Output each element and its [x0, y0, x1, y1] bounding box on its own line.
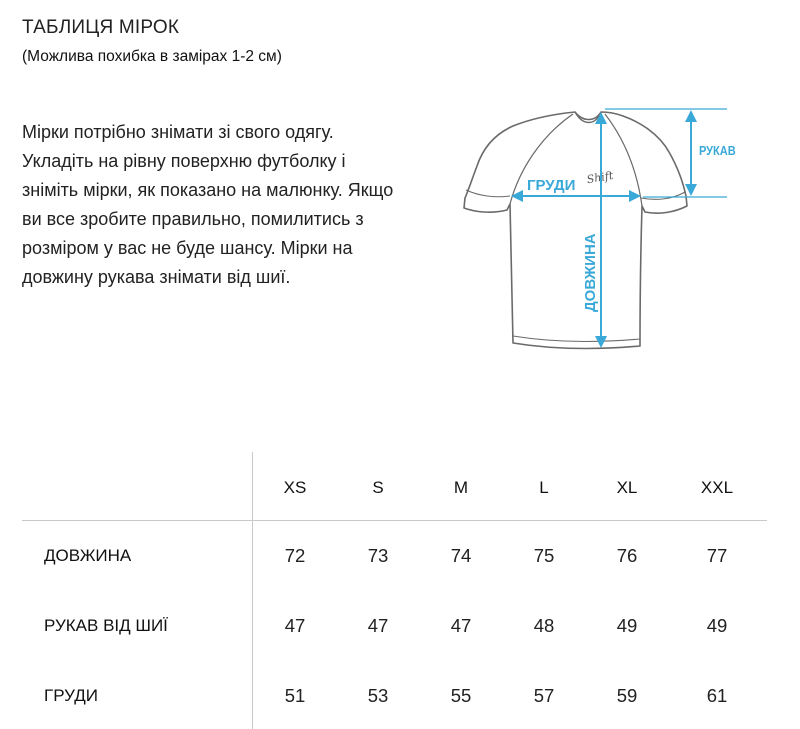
table-cell: 51	[284, 685, 306, 706]
table-cell: 72	[284, 545, 306, 566]
size-header-xl: XL	[616, 478, 638, 497]
size-header-xs: XS	[283, 478, 307, 497]
table-cell: 49	[616, 615, 638, 636]
sleeve-label: РУКАВ	[698, 143, 736, 159]
table-header-divider	[22, 520, 767, 521]
table-cell: 59	[616, 685, 638, 706]
raglan-seam-right	[605, 114, 642, 206]
brand-logo: Shift	[585, 168, 615, 187]
sleeve-cuff-right	[641, 192, 685, 199]
table-cell: 47	[284, 615, 306, 636]
table-cell: 76	[616, 545, 638, 566]
table-cell: 53	[367, 685, 389, 706]
table-cell: 57	[533, 685, 555, 706]
page-subtitle: (Можлива похибка в замірах 1-2 см)	[22, 48, 282, 65]
table-vertical-divider	[252, 452, 253, 729]
table-cell: 61	[706, 685, 728, 706]
page-title: ТАБЛИЦЯ МІРОК	[22, 17, 180, 38]
hem-line	[513, 336, 640, 341]
row-label-sleeve: РУКАВ ВІД ШИЇ	[44, 616, 168, 635]
size-header-s: S	[372, 478, 384, 497]
row-label-length: ДОВЖИНА	[44, 546, 132, 565]
table-cell: 48	[533, 615, 555, 636]
chest-label: ГРУДИ	[527, 177, 576, 194]
tshirt-outline	[464, 112, 687, 348]
row-label-chest: ГРУДИ	[44, 686, 98, 705]
table-cell: 55	[450, 685, 472, 706]
tshirt-measurement-diagram	[455, 100, 755, 358]
table-cell: 75	[533, 545, 555, 566]
table-cell: 47	[450, 615, 472, 636]
size-header-xxl: XXL	[700, 478, 734, 497]
table-cell: 77	[706, 545, 728, 566]
size-header-m: M	[453, 478, 469, 497]
size-header-l: L	[539, 478, 549, 497]
length-label: ДОВЖИНА	[582, 233, 599, 312]
sleeve-cuff-left	[466, 190, 510, 197]
table-cell: 49	[706, 615, 728, 636]
table-cell: 73	[367, 545, 389, 566]
measurement-instructions: Мірки потрібно знімати зі свого одягу. Укладіть на рівну поверхню футболку і зніміть мірки, як показано на малюнку. Якщо ви все зробите правильно, помилитись з розміром у вас не буде шансу. Мірки на довжину рукава знімати від шиї.	[22, 122, 394, 287]
table-cell: 47	[367, 615, 389, 636]
table-cell: 74	[450, 545, 472, 566]
